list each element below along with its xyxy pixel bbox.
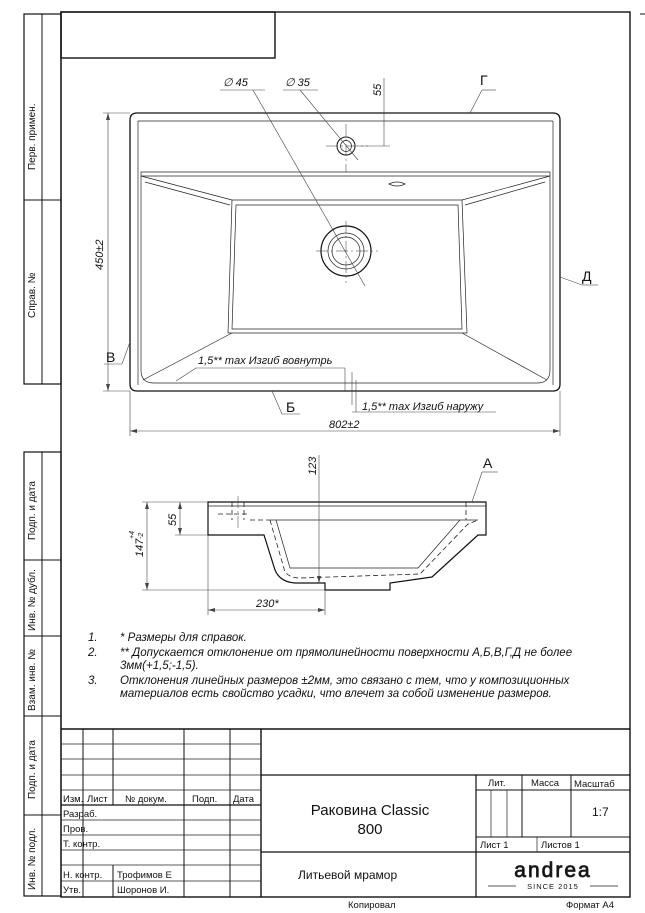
note-2 — [88, 647, 618, 675]
side-label-podp-data-2: Подп. и дата — [27, 740, 38, 799]
side-label-podp-data-1: Подп. и дата — [27, 481, 38, 540]
side-label-perv-primen: Перв. примен. — [27, 103, 38, 170]
bend-out-note: 1,5** max Изгиб наружу — [362, 401, 484, 413]
dim-diameter-45: ∅ 45 — [223, 77, 248, 89]
side-view-drawing — [129, 455, 498, 615]
tb-header-podp: Подп. — [192, 794, 218, 805]
dim-230: 230* — [256, 598, 279, 610]
note-1 — [88, 632, 618, 646]
surface-label-a: А — [483, 455, 493, 471]
tb-product-size: 800 — [357, 821, 383, 838]
tb-sheet: Лист 1 — [480, 840, 509, 851]
dim-147-tol-top: +4 — [129, 531, 136, 539]
dim-147-tol-bottom: -2 — [138, 532, 145, 539]
side-label-inv-podl: Инв. № подл. — [27, 827, 38, 890]
tb-lit: Лит. — [488, 778, 506, 789]
tb-row-tkontr: Т. контр. — [63, 839, 101, 850]
tb-row-nkontr: Н. контр. — [63, 870, 103, 881]
andrea-logo — [488, 859, 618, 891]
tb-header-data: Дата — [233, 794, 255, 805]
top-view-drawing — [94, 72, 598, 436]
side-label-inv-dubl: Инв. № дубл. — [27, 569, 38, 631]
note-1-text: * Размеры для справок. — [120, 632, 247, 644]
side-label-sprav-no: Справ. № — [27, 272, 38, 318]
tb-name-utv: Шоронов И. — [117, 885, 170, 896]
dim-height-450: 450±2 — [94, 239, 106, 270]
tb-header-izm: Изм. — [63, 794, 84, 805]
logo-since: SINCE 2015 — [527, 882, 579, 891]
dim-147: 147 — [134, 538, 146, 557]
note-3-text: Отклонения линейных размеров ±2мм, это связано с тем, что у композиционных материалов есть свойство усадки, что влечет за собой изменение размеров. — [120, 675, 570, 700]
note-3 — [88, 675, 618, 703]
tb-sheets: Листов 1 — [541, 840, 580, 851]
note-1-number: 1. — [88, 632, 98, 644]
tb-header-doc: № докум. — [125, 794, 167, 805]
surface-label-b: Б — [286, 399, 296, 415]
tb-name-nkontr: Трофимов Е — [117, 870, 172, 881]
surface-label-d: Д — [582, 268, 592, 284]
surface-label-g: Г — [480, 72, 488, 88]
tb-scale: 1:7 — [592, 805, 609, 819]
surface-label-v: В — [106, 349, 116, 365]
tb-row-razrab: Разраб. — [63, 809, 98, 820]
sheet-frame — [61, 12, 645, 897]
dim-55-side: 55 — [167, 513, 179, 526]
note-2-text: ** Допускается отклонение от прямолинейности поверхности А,Б,В,Г,Д не более 3мм(+1,5;-1,5). — [120, 647, 573, 672]
tb-massa: Масса — [531, 778, 560, 789]
left-margin-strip-top — [24, 14, 61, 384]
tb-product-name: Раковина Classic — [310, 802, 430, 819]
title-block — [61, 729, 630, 911]
tb-masshtab: Масштаб — [574, 779, 615, 790]
tb-format: Формат А4 — [566, 900, 615, 911]
tb-kopiroval: Копировал — [348, 900, 396, 911]
dim-123: 123 — [307, 456, 319, 475]
bend-in-note: 1,5** max Изгиб вовнутрь — [198, 355, 333, 367]
note-3-number: 3. — [88, 675, 98, 687]
side-label-vzam-inv: Взам. инв. № — [27, 649, 38, 711]
tb-row-prov: Пров. — [63, 824, 89, 835]
note-2-number: 2. — [88, 647, 98, 659]
tb-row-utv: Утв. — [63, 885, 82, 896]
tb-header-list: Лист — [87, 794, 108, 805]
logo-wordmark: andrea — [514, 859, 592, 882]
tb-material: Литьевой мрамор — [298, 868, 398, 882]
dim-diameter-35: ∅ 35 — [285, 77, 310, 89]
dim-width-802: 802±2 — [329, 419, 360, 431]
left-margin-strip-bottom — [24, 452, 61, 896]
dim-55-top: 55 — [372, 83, 384, 96]
